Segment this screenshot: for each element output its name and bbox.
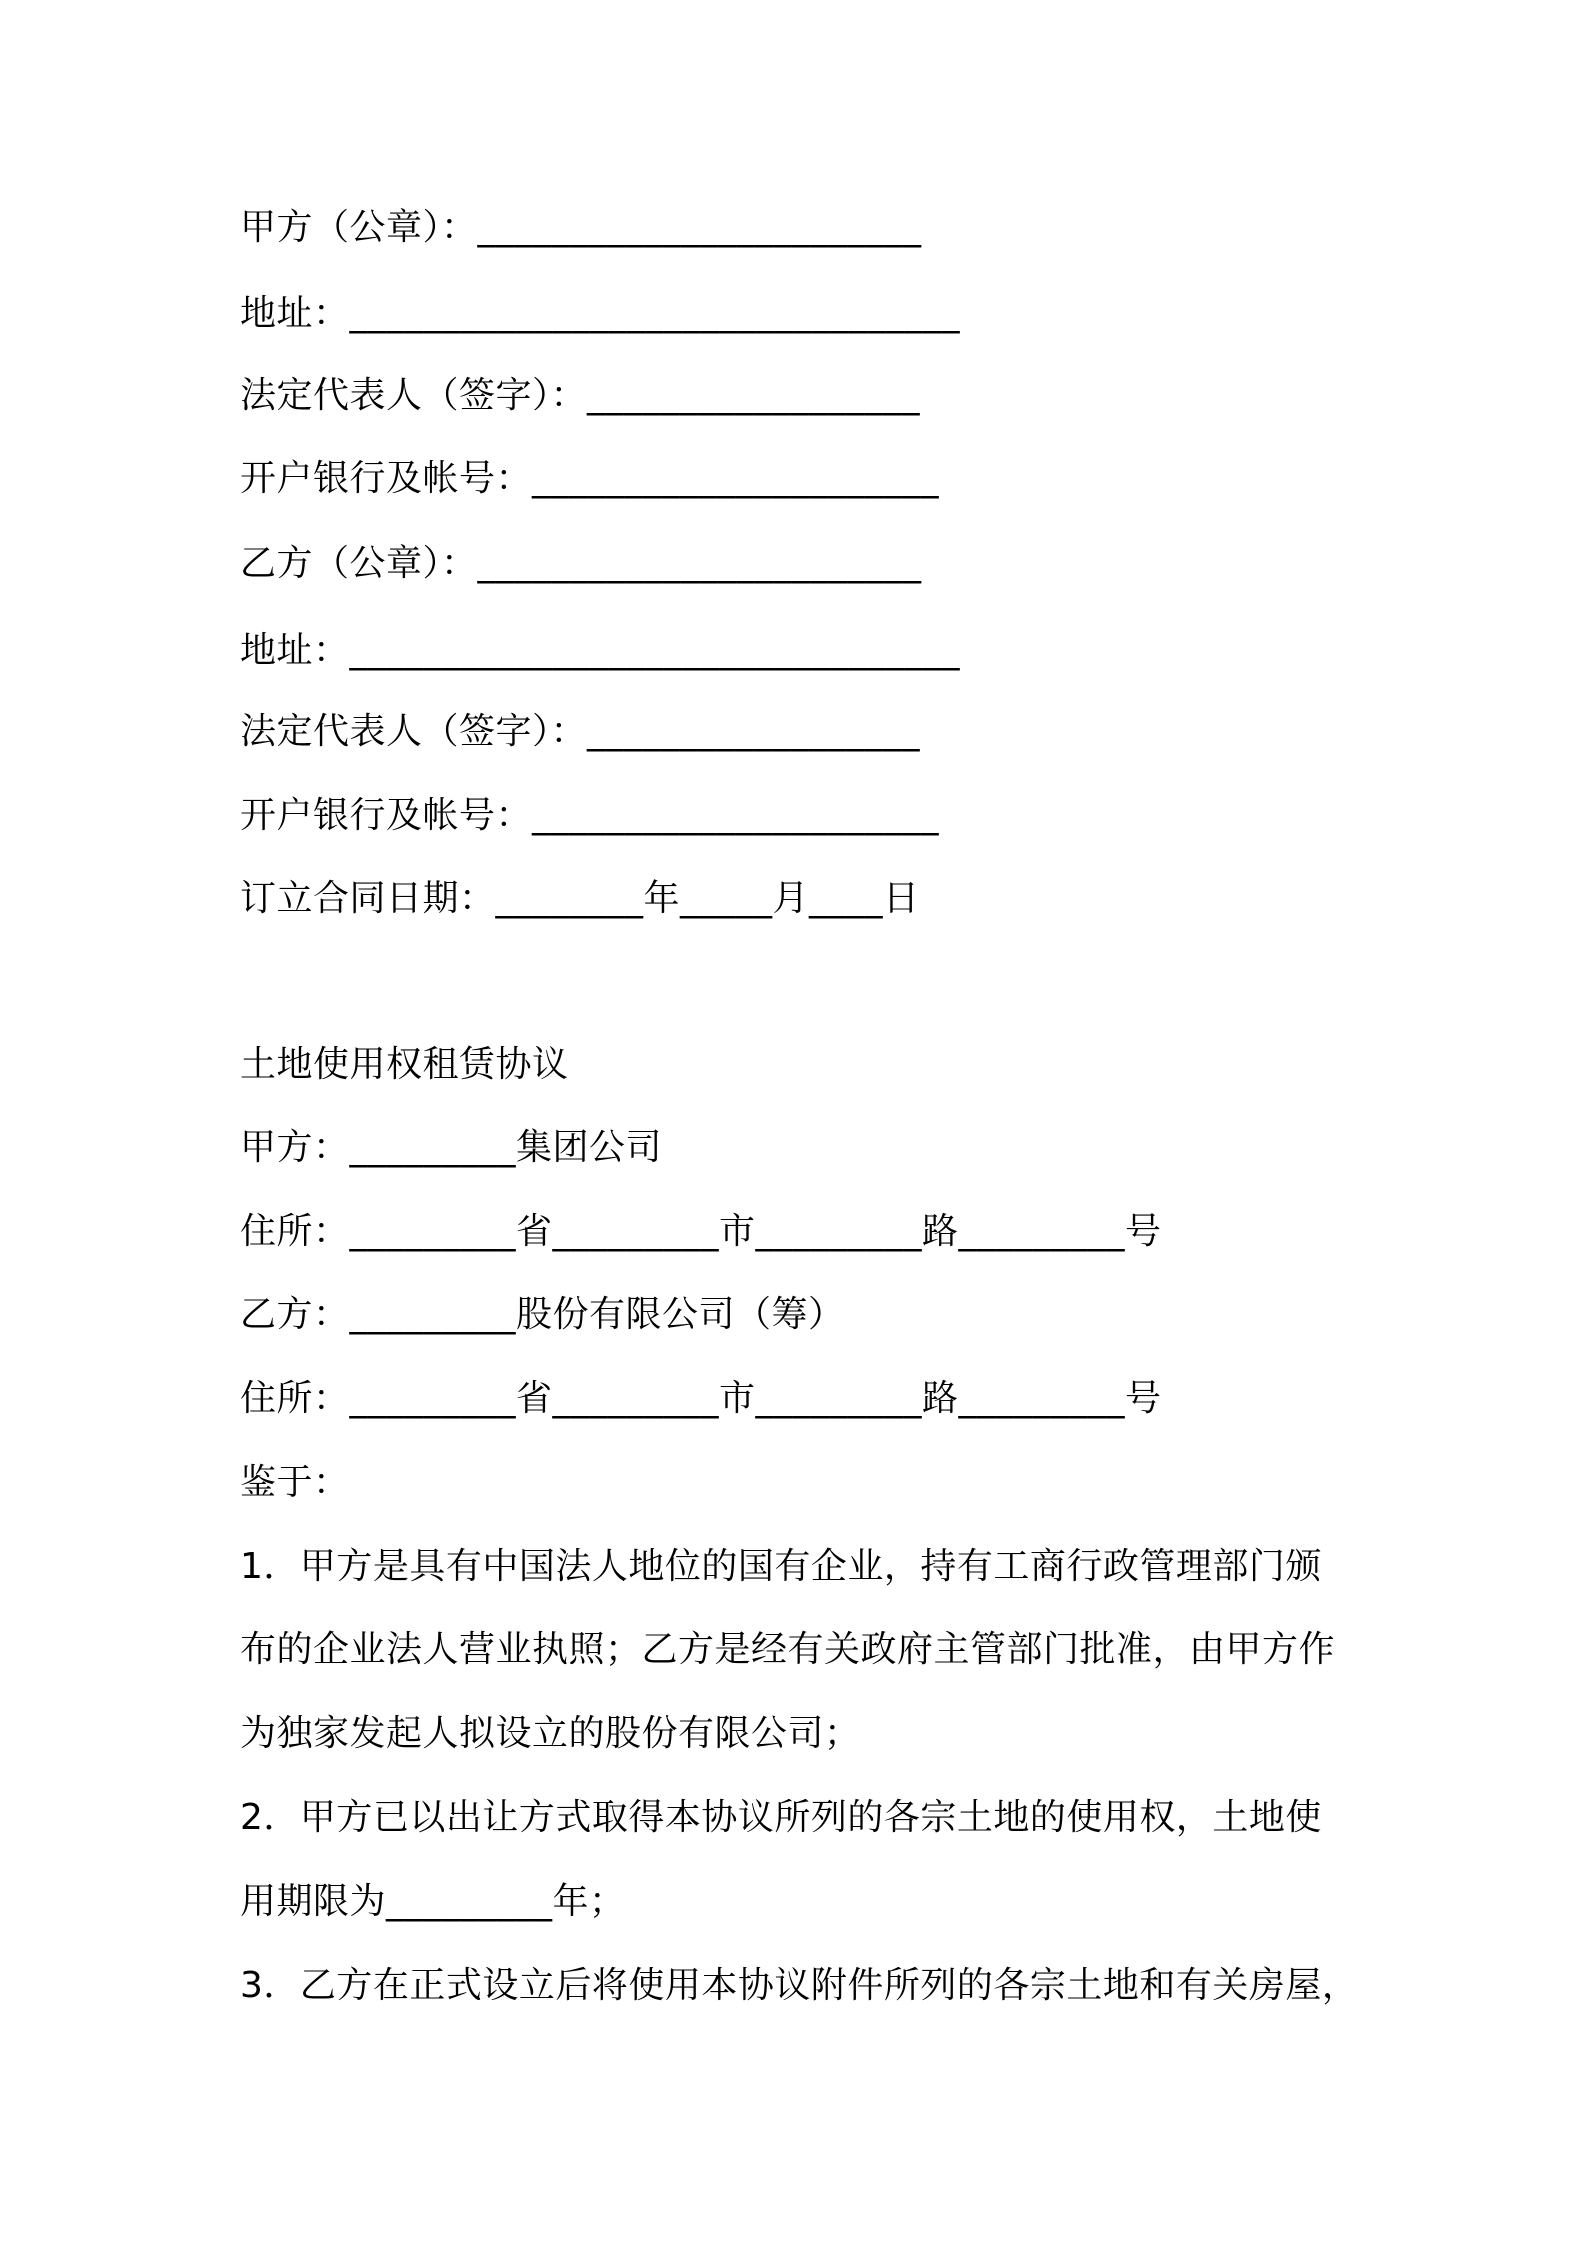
contract-date-line: 订立合同日期：________年_____月____日 [240, 878, 920, 919]
party-a-bank-line: 开户银行及帐号：______________________ [240, 458, 940, 499]
party-b-bank-line: 开户银行及帐号：______________________ [240, 795, 940, 836]
party-a-seal-line: 甲方（公章）：________________________ [240, 207, 922, 248]
clause-line: 布的企业法人营业执照；乙方是经有关政府主管部门批准，由甲方作 [240, 1629, 1336, 1670]
clause-line: 为独家发起人拟设立的股份有限公司； [240, 1713, 861, 1754]
clause-line: 2．甲方已以出让方式取得本协议所列的各宗土地的使用权，土地使 [240, 1797, 1322, 1838]
whereas-heading: 鉴于： [240, 1462, 350, 1503]
clause-line: 用期限为_________年； [240, 1881, 626, 1922]
party-b-seal-line: 乙方（公章）：________________________ [240, 543, 922, 584]
party-a-name-line: 甲方：_________集团公司 [240, 1127, 663, 1168]
party-a-legal-rep-line: 法定代表人（签字）：__________________ [240, 375, 921, 416]
party-a-residence-line: 住所：_________省_________市_________路_________号 [240, 1211, 1162, 1252]
party-b-residence-line: 住所：_________省_________市_________路_________号 [240, 1378, 1162, 1419]
party-a-address-line: 地址：_________________________________ [240, 293, 961, 334]
agreement-title: 土地使用权租赁协议 [240, 1044, 569, 1085]
clause-line: 1．甲方是具有中国法人地位的国有企业，持有工商行政管理部门颁 [240, 1546, 1322, 1587]
clause-line: 3．乙方在正式设立后将使用本协议附件所列的各宗土地和有关房屋， [240, 1965, 1359, 2006]
party-b-name-line: 乙方：_________股份有限公司（筹） [240, 1294, 845, 1335]
party-b-legal-rep-line: 法定代表人（签字）：__________________ [240, 711, 921, 752]
party-b-address-line: 地址：_________________________________ [240, 630, 961, 671]
